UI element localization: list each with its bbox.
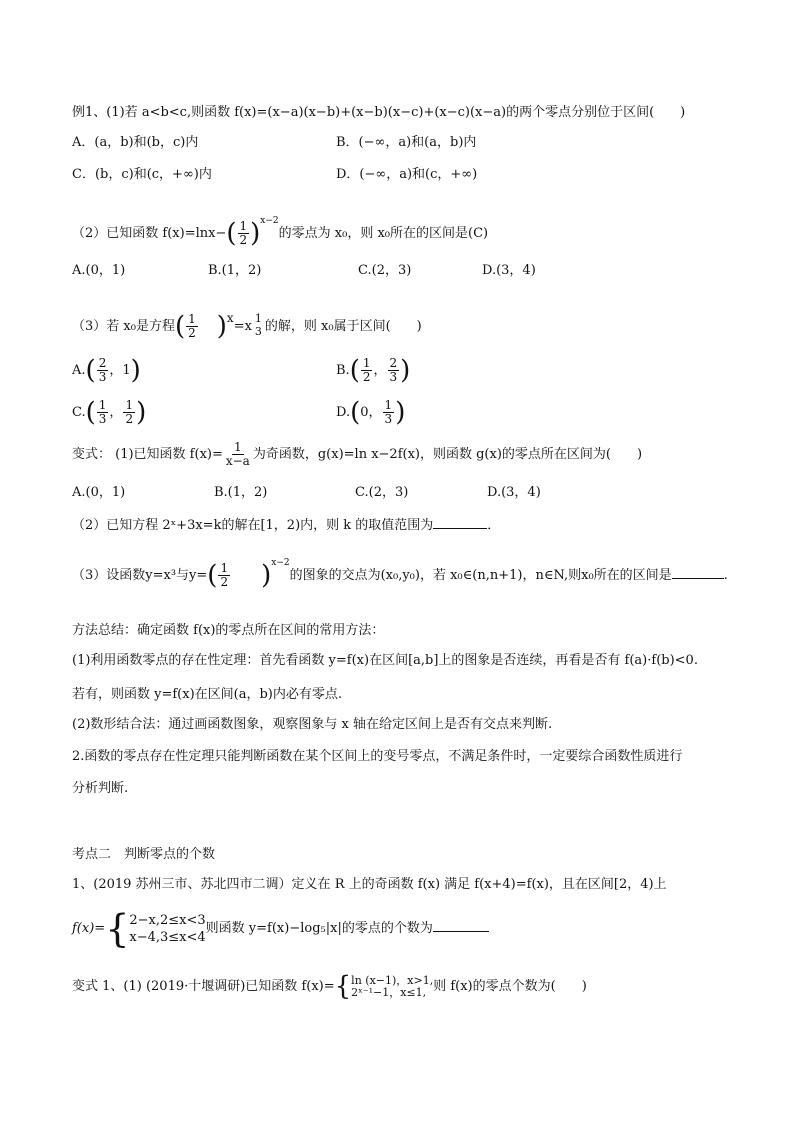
option-value: 1 <box>122 363 131 378</box>
ex1-part2-pre: （2）已知函数 f(x)=lnx− <box>72 226 227 241</box>
variant-q1-option-a: A.(0，1) <box>72 485 126 500</box>
frac-den: 2 <box>188 326 196 340</box>
option-label: A. <box>72 363 86 378</box>
variant-q1-option-c: C.(2，3) <box>355 485 409 500</box>
frac-den: x−a <box>225 454 250 468</box>
frac-den: 3 <box>254 325 262 338</box>
option-value: 0 <box>360 405 369 420</box>
method-1a: (1)利用函数零点的存在性定理：首先看函数 y=f(x)在区间[a,b]上的图象是否连续，再看是否有 f(a)·f(b)<0. <box>72 653 698 668</box>
ex1-part2-post: 的零点为 x₀，则 x₀所在的区间是(C) <box>278 226 489 241</box>
method-2: (2)数形结合法：通过画函数图象，观察图象与 x 轴在给定区间上是否有交点来判断. <box>72 717 553 732</box>
answer-blank[interactable] <box>433 919 489 932</box>
method-3a: 2.函数的零点存在性定理只能判断函数在某个区间上的变号零点，不满足条件时，一定要综合函数性质进行 <box>72 749 683 764</box>
frac-num: 2 <box>98 356 107 370</box>
frac-num: 1 <box>239 219 248 233</box>
variant-q1 <box>72 440 642 470</box>
option-label: B. <box>336 363 350 378</box>
option-label: C. <box>72 405 86 420</box>
ex1-part2-option-b: B.(1，2) <box>208 263 262 278</box>
frac-den: 3 <box>98 370 107 384</box>
ex1-option-a: A．(a，b)和(b，c)内 <box>72 135 199 150</box>
piecewise-case: x−4,3≤x<4 <box>129 929 206 945</box>
variant-q1-pre: 变式： (1)已知函数 f(x)= <box>72 447 223 462</box>
ex1-part3-post: 的解，则 x₀属于区间( ) <box>264 319 422 334</box>
option-label: D. <box>336 405 351 420</box>
ex1-stem: 例1、(1)若 a<b<c,则函数 f(x)=(x−a)(x−b)+(x−b)(x−c)+(x−c)(x−a)的两个零点分别位于区间( ) <box>72 105 686 120</box>
answer-blank[interactable] <box>433 516 487 529</box>
frac-num: 1 <box>188 312 196 326</box>
frac-den: 3 <box>98 412 107 426</box>
variant-q1-option-d: D.(3，4) <box>487 485 541 500</box>
frac-num: 1 <box>220 561 229 575</box>
kp2-variant1: 变式 1、(1) (2019·十堰调研)已知函数 f(x)={ ln (x−1)，x>1, 2ˣ⁻¹−1，x≤1, 则 f(x)的零点个数为( ) <box>72 971 587 1002</box>
variant-q2: （2）已知方程 2ˣ+3x=k的解在[1，2)内，则 k 的取值范围为 ． <box>72 518 501 533</box>
variant-q3-post: 的图象的交点为(x₀,y₀)，若 x₀∈(n,n+1)，n∈N,则x₀所在的区间是 <box>289 568 672 583</box>
piecewise-case: 2ˣ⁻¹−1，x≤1, <box>351 985 427 999</box>
variant-q1-post: 为奇函数，g(x)=ln x−2f(x)，则函数 g(x)的零点所在区间为( ) <box>252 447 643 462</box>
frac-num: 1 <box>98 398 107 412</box>
ex1-option-c: C．(b，c)和(c，+∞)内 <box>72 167 212 182</box>
ex1-part3-pre: （3）若 x₀是方程 <box>72 319 175 334</box>
kp2-variant1-post: 则 f(x)的零点个数为( ) <box>433 979 587 994</box>
variant-q1-option-b: B.(1，2) <box>214 485 268 500</box>
kp2-q1-post: 则函数 y=f(x)−log₅|x|的零点的个数为 <box>205 921 433 936</box>
ex1-option-b: B．(−∞，a)和(a，b)内 <box>336 135 477 150</box>
method-1b: 若有，则函数 y=f(x)在区间(a，b)内必有零点. <box>72 687 343 702</box>
ex1-part3-option-c: C.( $\frac{1}{3}$ ， $\frac{1}{2}$ ) <box>72 397 147 428</box>
ex1-part2-option-c: C.(2，3) <box>358 263 412 278</box>
section-title: 考点二 判断零点的个数 <box>72 847 216 862</box>
frac-den: 3 <box>384 412 393 426</box>
frac-den: 3 <box>389 370 398 384</box>
frac-den: 2 <box>220 575 229 589</box>
variant-q3: （3）设函数y=x³与y=( $\frac{1}{2}$ )$^{x-2}$的图象的交点为(x₀,y₀)，若 x₀∈(n,n+1)，n∈N,则x₀所在的区间是 . <box>72 558 728 591</box>
variant-q2-text: （2）已知方程 2ˣ+3x=k的解在[1，2)内，则 k 的取值范围为 <box>72 518 434 533</box>
variant-q3-pre: （3）设函数y=x³与y= <box>72 568 208 583</box>
ex1-part3-option-d: D.(0， $\frac{1}{3}$ ) <box>336 397 406 428</box>
frac-den: 2 <box>362 370 371 384</box>
piecewise-case: 2−x,2≤x<3 <box>129 912 206 928</box>
method-3b: 分析判断. <box>72 781 129 796</box>
ex1-part2-option-a: A.(0，1) <box>72 263 126 278</box>
frac-num: 1 <box>362 356 371 370</box>
frac-num: 1 <box>254 312 262 325</box>
answer-blank[interactable] <box>672 566 724 579</box>
exponent: x <box>226 311 234 325</box>
ex1-part3: （3）若 x₀是方程( $\frac{1}{2}$ )$^x$=x 1 3 的解，则 x₀属于区间( ) <box>72 311 422 342</box>
ex1-part3-option-b: B.( $\frac{1}{2}$ ， $\frac{2}{3}$ ) <box>336 355 411 386</box>
kp2-variant1-pre: 变式 1、(1) (2019·十堰调研)已知函数 f(x)= <box>72 979 335 994</box>
frac-den: 2 <box>125 412 134 426</box>
exponent: x−2 <box>271 558 290 568</box>
frac-num: 2 <box>389 356 398 370</box>
ex1-option-d: D．(−∞，a)和(c，+∞) <box>336 167 478 182</box>
piecewise-case: ln (x−1)，x>1, <box>351 973 434 987</box>
ex1-part3-eq: =x <box>233 319 252 334</box>
frac-den: 2 <box>239 233 248 247</box>
frac-num: 1 <box>384 398 393 412</box>
method-title: 方法总结：确定函数 f(x)的零点所在区间的常用方法： <box>72 623 385 638</box>
ex1-part2-option-d: D.(3，4) <box>482 263 536 278</box>
piecewise-lhs: f(x)= <box>72 921 106 936</box>
kp2-q1-piecewise: f(x)={ 2−x,2≤x<3 x−4,3≤x<4 则函数 y=f(x)−log₅|x|的零点的个数为 <box>72 906 489 952</box>
kp2-q1-stem: 1、(2019 苏州三市、苏北四市二调）定义在 R 上的奇函数 f(x) 满足 f(x+4)=f(x)，且在区间[2，4)上 <box>72 877 667 892</box>
ex1-part2: （2）已知函数 f(x)=lnx−( $\frac{1}{2}$ )$^{x-2}$的零点为 x₀，则 x₀所在的区间是(C) <box>72 216 489 249</box>
frac-num: 1 <box>234 440 242 454</box>
ex1-part3-option-a: A.( $\frac{2}{3}$ ，1) <box>72 355 141 386</box>
frac-num: 1 <box>125 398 134 412</box>
exponent: x−2 <box>260 216 279 226</box>
